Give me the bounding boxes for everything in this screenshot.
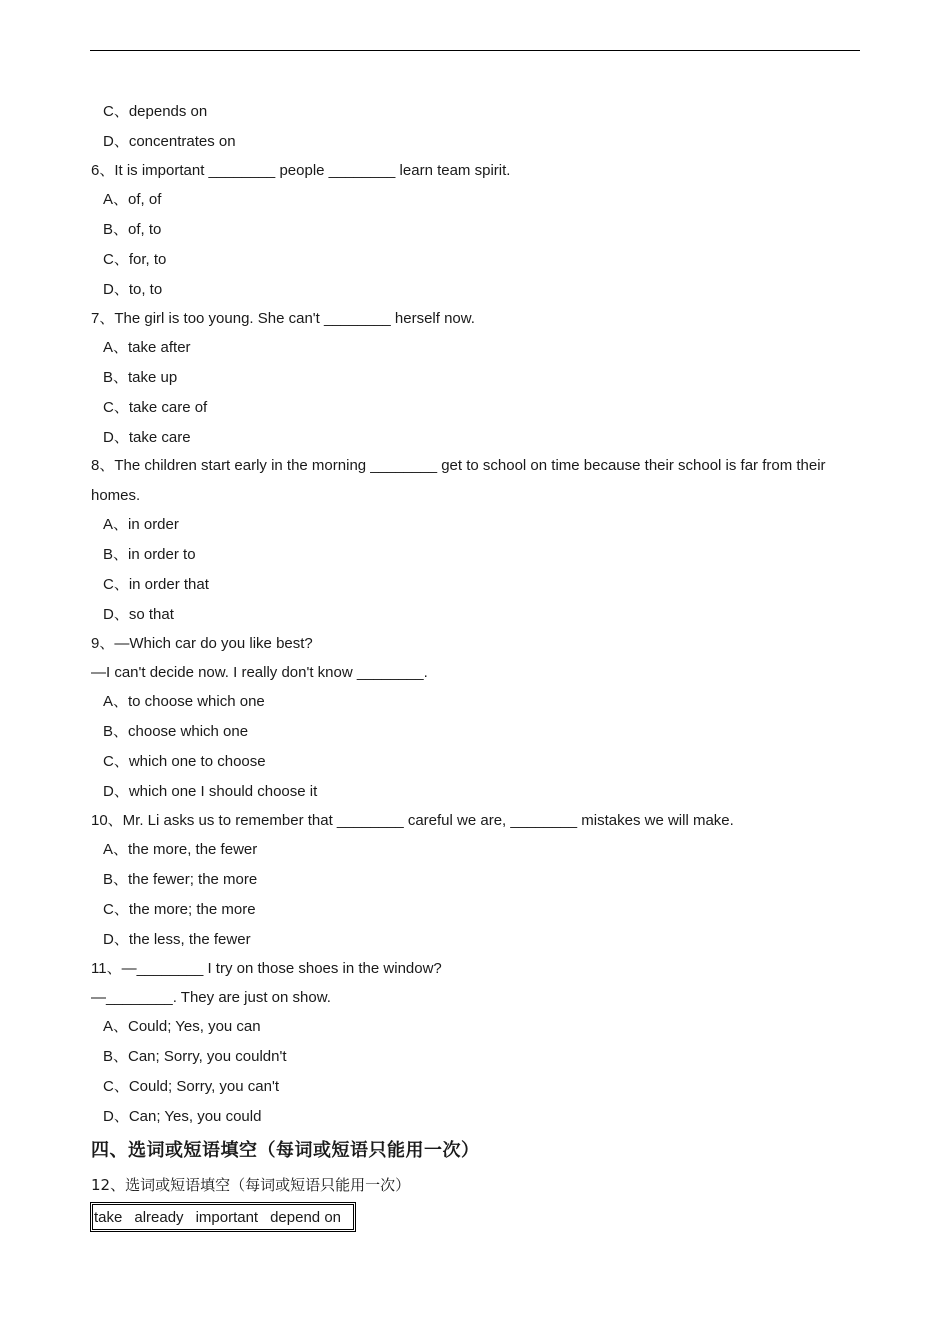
option-11a: A、Could; Yes, you can xyxy=(103,1018,261,1035)
option-6c: C、for, to xyxy=(103,251,167,268)
question-11: 11、—________ I try on those shoes in the window? xyxy=(91,960,442,977)
question-8: 8、The children start early in the morning ________ get to school on time because their school is far from their xyxy=(91,457,826,474)
question-8-cont: homes. xyxy=(91,487,141,504)
word-bank-item: important xyxy=(195,1208,259,1226)
word-bank-box xyxy=(90,1202,356,1232)
option-7a: A、take after xyxy=(103,339,191,356)
question-12: 12、选词或短语填空（每词或短语只能用一次） xyxy=(91,1176,411,1194)
question-11-cont: —________. They are just on show. xyxy=(91,989,331,1006)
option-11d: D、Can; Yes, you could xyxy=(103,1108,262,1125)
option-6b: B、of, to xyxy=(103,221,162,238)
option-9d: D、which one I should choose it xyxy=(103,783,318,800)
option-9c: C、which one to choose xyxy=(103,753,266,770)
word-bank-item: already xyxy=(134,1208,184,1226)
option-5d: D、concentrates on xyxy=(103,133,236,150)
option-10a: A、the more, the fewer xyxy=(103,841,258,858)
option-8a: A、in order xyxy=(103,516,179,533)
option-11c: C、Could; Sorry, you can't xyxy=(103,1078,279,1095)
header-rule xyxy=(90,50,860,51)
option-6a: A、of, of xyxy=(103,191,162,208)
option-6d: D、to, to xyxy=(103,281,163,298)
option-7c: C、take care of xyxy=(103,399,208,416)
word-bank-item: take xyxy=(94,1208,123,1226)
question-9: 9、—Which car do you like best? xyxy=(91,635,313,652)
option-8b: B、in order to xyxy=(103,546,196,563)
question-6: 6、It is important ________ people ________ learn team spirit. xyxy=(91,162,511,179)
question-10: 10、Mr. Li asks us to remember that ________ careful we are, ________ mistakes we will make. xyxy=(91,812,734,829)
option-7d: D、take care xyxy=(103,429,191,446)
question-9-cont: —I can't decide now. I really don't know ________. xyxy=(91,664,428,681)
question-7: 7、The girl is too young. She can't ________ herself now. xyxy=(91,310,475,327)
option-10d: D、the less, the fewer xyxy=(103,931,251,948)
option-10c: C、the more; the more xyxy=(103,901,256,918)
section-heading: 四、选词或短语填空（每词或短语只能用一次） xyxy=(91,1140,480,1161)
option-11b: B、Can; Sorry, you couldn't xyxy=(103,1048,287,1065)
word-bank-item: depend on xyxy=(270,1208,341,1226)
option-7b: B、take up xyxy=(103,369,178,386)
option-9b: B、choose which one xyxy=(103,723,249,740)
option-5c: C、depends on xyxy=(103,103,208,120)
option-9a: A、to choose which one xyxy=(103,693,265,710)
option-10b: B、the fewer; the more xyxy=(103,871,258,888)
option-8d: D、so that xyxy=(103,606,174,623)
option-8c: C、in order that xyxy=(103,576,209,593)
